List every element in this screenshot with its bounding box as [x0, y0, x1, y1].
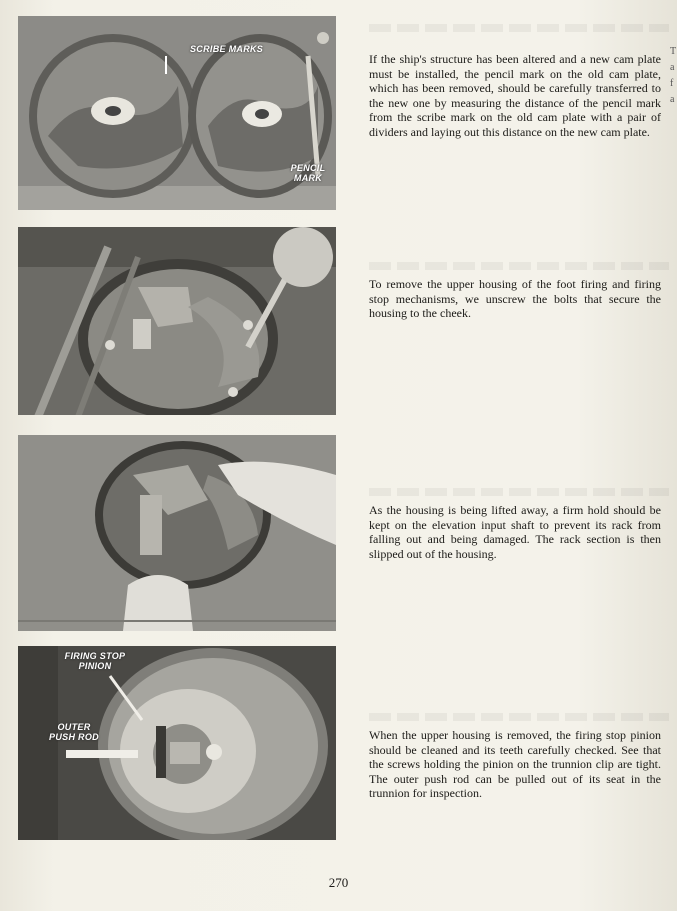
bleed-through — [369, 488, 669, 496]
paragraph-firing-stop-pinion: When the upper housing is removed, the firing stop pinion should be cleaned and its teeth carefully checked. See that the screws holding the pinion on the trunnion clip are tight. The outer push rod can be pulled out of its seat in the trunnion for inspection. — [369, 728, 661, 801]
bleed-through — [369, 262, 669, 270]
photo-housing-lifted — [18, 435, 336, 631]
edge-letter: f — [670, 78, 674, 89]
outer-push-rod-label — [47, 722, 101, 742]
outer-push-rod-line2: PUSH ROD — [49, 732, 99, 742]
edge-letter: a — [670, 94, 675, 105]
scribe-marks-label: SCRIBE MARKS — [190, 44, 264, 54]
page-number: 270 — [328, 875, 349, 890]
bleed-through — [369, 24, 669, 32]
firing-stop-line2: PINION — [78, 661, 112, 671]
pencil-mark-label — [287, 163, 329, 183]
edge-letter: T — [670, 46, 677, 57]
pencil-mark-line2: MARK — [293, 173, 323, 183]
firing-stop-pinion-label — [60, 651, 130, 671]
photo-housing-unscrew — [18, 227, 336, 415]
paragraph-remove-housing: To remove the upper housing of the foot firing and firing stop mechanisms, we unscrew the bolts that secure the housing to the cheek. — [369, 277, 661, 321]
firing-stop-line1: FIRING STOP — [64, 651, 126, 661]
pencil-mark-line1: PENCIL — [290, 163, 326, 173]
paragraph-cam-plate: If the ship's structure has been altered and a new cam plate must be installed, the pencil mark on the old cam plate, which has been removed, should be carefully transferred to the new one by measuring the distance of the pencil mark from the scribe mark on the old cam plate with a pair of dividers and laying out this distance on the new cam plate. — [369, 52, 661, 139]
bleed-through — [369, 713, 669, 721]
outer-push-rod-line1: OUTER — [57, 722, 91, 732]
paragraph-lift-housing: As the housing is being lifted away, a firm hold should be kept on the elevation input shaft to prevent its rack from falling out and being damaged. The rack section is then slipped out of the housing. — [369, 503, 661, 561]
edge-letter: a — [670, 62, 675, 73]
photo-firing-stop-pinion — [18, 646, 336, 840]
